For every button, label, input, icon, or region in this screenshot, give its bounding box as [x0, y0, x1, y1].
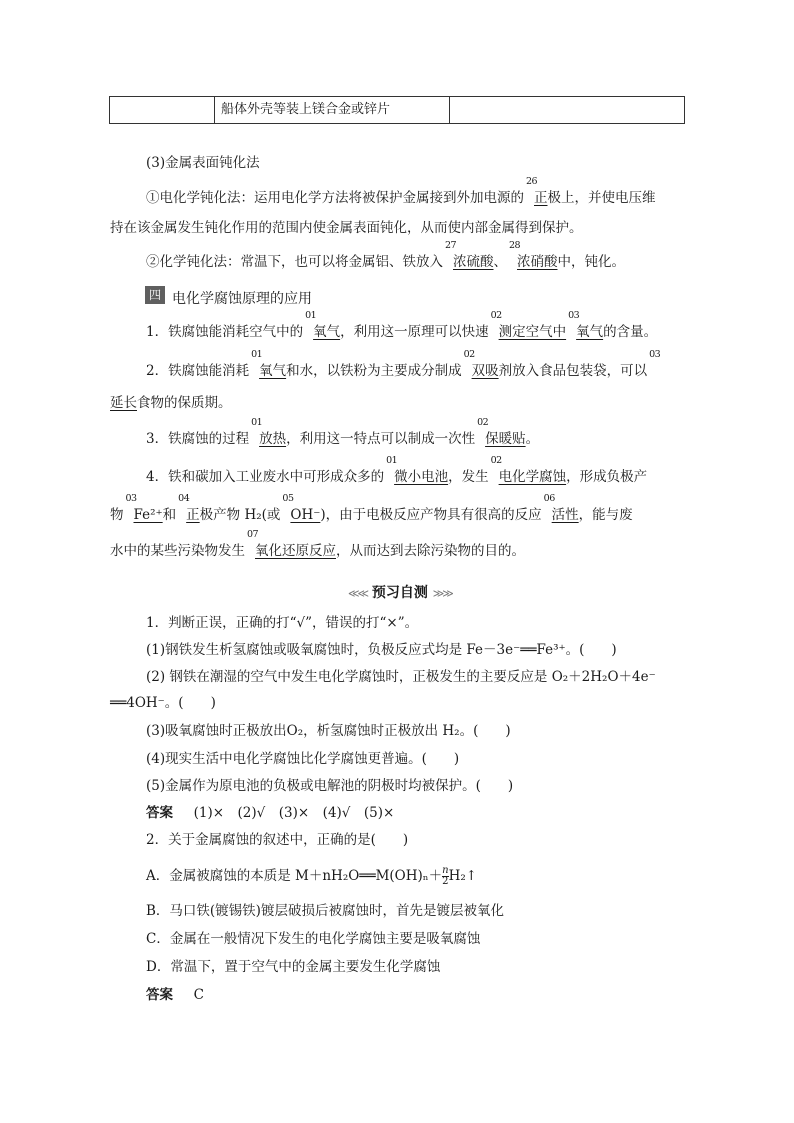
statement-continuation: ══4OH⁻。( ): [110, 695, 216, 711]
fill-blank: 01 放热: [251, 417, 287, 447]
fraction: $\frac{n}{2}$: [442, 865, 449, 887]
option-a: A．金属被腐蚀的本质是 M＋nH₂O══M(OH)ₙ＋ $\frac{n}{2}$ H₂↑: [146, 865, 478, 887]
option-d: D．常温下，置于空气中的金属主要发生化学腐蚀: [146, 959, 441, 975]
fill-blank: 07 氧化还原反应: [247, 529, 336, 559]
banner-title: 预习自测: [371, 585, 428, 601]
table-cell-text: 船体外壳等装上镁合金或锌片: [215, 97, 450, 123]
statement: (5)金属作为原电池的负极或电解池的阴极时均被保护。( ): [146, 778, 514, 794]
list-item-continuation: 延长食物的保质期。: [110, 395, 232, 411]
fill-blank: 03 Fe²⁺: [125, 493, 163, 523]
list-item-continuation: 水中的某些污染物发生 07 氧化还原反应，从而达到去除污染物的目的。: [110, 529, 525, 559]
fill-blank: 05 OH⁻: [282, 493, 321, 523]
fill-blank: 28 浓硝酸: [509, 240, 558, 270]
fill-blank: 27 浓硫酸: [445, 240, 494, 270]
fill-blank: 02 测定空气中: [490, 310, 567, 340]
list-item-continuation: 物 03 Fe²⁺和 04 正极产物 H₂(或 05 OH⁻)，由于电极反应产物具有很高的反应 06 活性，能与废: [110, 493, 633, 523]
table-row: [109, 96, 685, 124]
statement: (2) 钢铁在潮湿的空气中发生电化学腐蚀时，正极发生的主要反应是 O₂＋2H₂O＋4e⁻: [146, 669, 656, 685]
question-stem: 2．关于金属腐蚀的叙述中，正确的是( ): [146, 832, 409, 848]
answer-tag: 答案: [146, 987, 173, 1003]
fill-blank: 延长: [110, 395, 137, 411]
answer-tag: 答案: [146, 805, 173, 821]
answer-text: (1)× (2)√ (3)× (4)√ (5)×: [193, 805, 395, 821]
table-cell-empty: [110, 97, 215, 123]
fill-blank: 03 氧气: [568, 310, 604, 340]
paragraph-line: ①电化学钝化法：运用电化学方法将被保护金属接到外加电源的 26 正极上，并使电压维: [146, 176, 656, 206]
list-item: 1．铁腐蚀能消耗空气中的 01 氧气，利用这一原理可以快速 02 测定空气中 03 氧气的含量。: [146, 310, 658, 340]
answer-line: [146, 803, 394, 823]
question-stem: 1．判断正误，正确的打“√”，错误的打“×”。: [146, 615, 419, 631]
fill-blank: 01 氧气: [251, 349, 287, 379]
fill-blank: 06 活性: [543, 493, 579, 523]
paragraph-line: ②化学钝化法：常温下，也可以将金属铝、铁放入 27 浓硫酸、 28 浓硝酸中，钝化。: [146, 240, 625, 270]
table-cell-empty: [450, 97, 684, 123]
answer-text: C: [193, 987, 204, 1003]
fill-blank: 04 正: [178, 493, 200, 523]
section-heading: (3)金属表面钝化法: [146, 155, 260, 171]
option-c: C．金属在一般情况下发生的电化学腐蚀主要是吸氧腐蚀: [146, 931, 481, 947]
chevron-right-icon: ≫≫: [432, 587, 452, 600]
section-heading: 电化学腐蚀原理的应用: [172, 291, 312, 307]
fill-blank: 01 氧气: [305, 310, 341, 340]
fill-blank: 26 正: [526, 176, 548, 206]
option-b: B．马口铁(镀锡铁)镀层破损后被腐蚀时，首先是镀层被氧化: [146, 903, 504, 919]
answer-line: [146, 985, 204, 1005]
fill-blank: 03: [649, 349, 661, 360]
list-item: 4．铁和碳加入工业废水中可形成众多的 01 微小电池，发生 02 电化学腐蚀，形成负极产: [146, 455, 648, 485]
statement: (4)现实生活中电化学腐蚀比化学腐蚀更普遍。( ): [146, 751, 460, 767]
list-item: 3．铁腐蚀的过程 01 放热，利用这一特点可以制成一次性 02 保暖贴。: [146, 417, 540, 447]
fill-blank: 02 电化学腐蚀: [490, 455, 567, 485]
statement: (3)吸氧腐蚀时正极放出O₂，析氢腐蚀时正极放出 H₂。( ): [146, 723, 511, 739]
chevron-left-icon: ≪≪: [348, 587, 368, 600]
paragraph-line: 持在该金属发生钝化作用的范围内使金属表面钝化，从而使内部金属得到保护。: [110, 220, 583, 236]
section-banner: [348, 582, 452, 602]
fill-blank: 02 保暖贴: [477, 417, 526, 447]
list-item: 2．铁腐蚀能消耗 01 氧气和水，以铁粉为主要成分制成 02 双吸剂放入食品包装袋，可以 03: [146, 349, 661, 379]
section-badge: 四: [145, 286, 165, 304]
statement: (1)钢铁发生析氢腐蚀或吸氧腐蚀时，负极反应式均是 Fe－3e⁻══Fe³⁺。( ): [146, 642, 617, 658]
fill-blank: 01 微小电池: [386, 455, 449, 485]
fill-blank: 02 双吸: [463, 349, 499, 379]
